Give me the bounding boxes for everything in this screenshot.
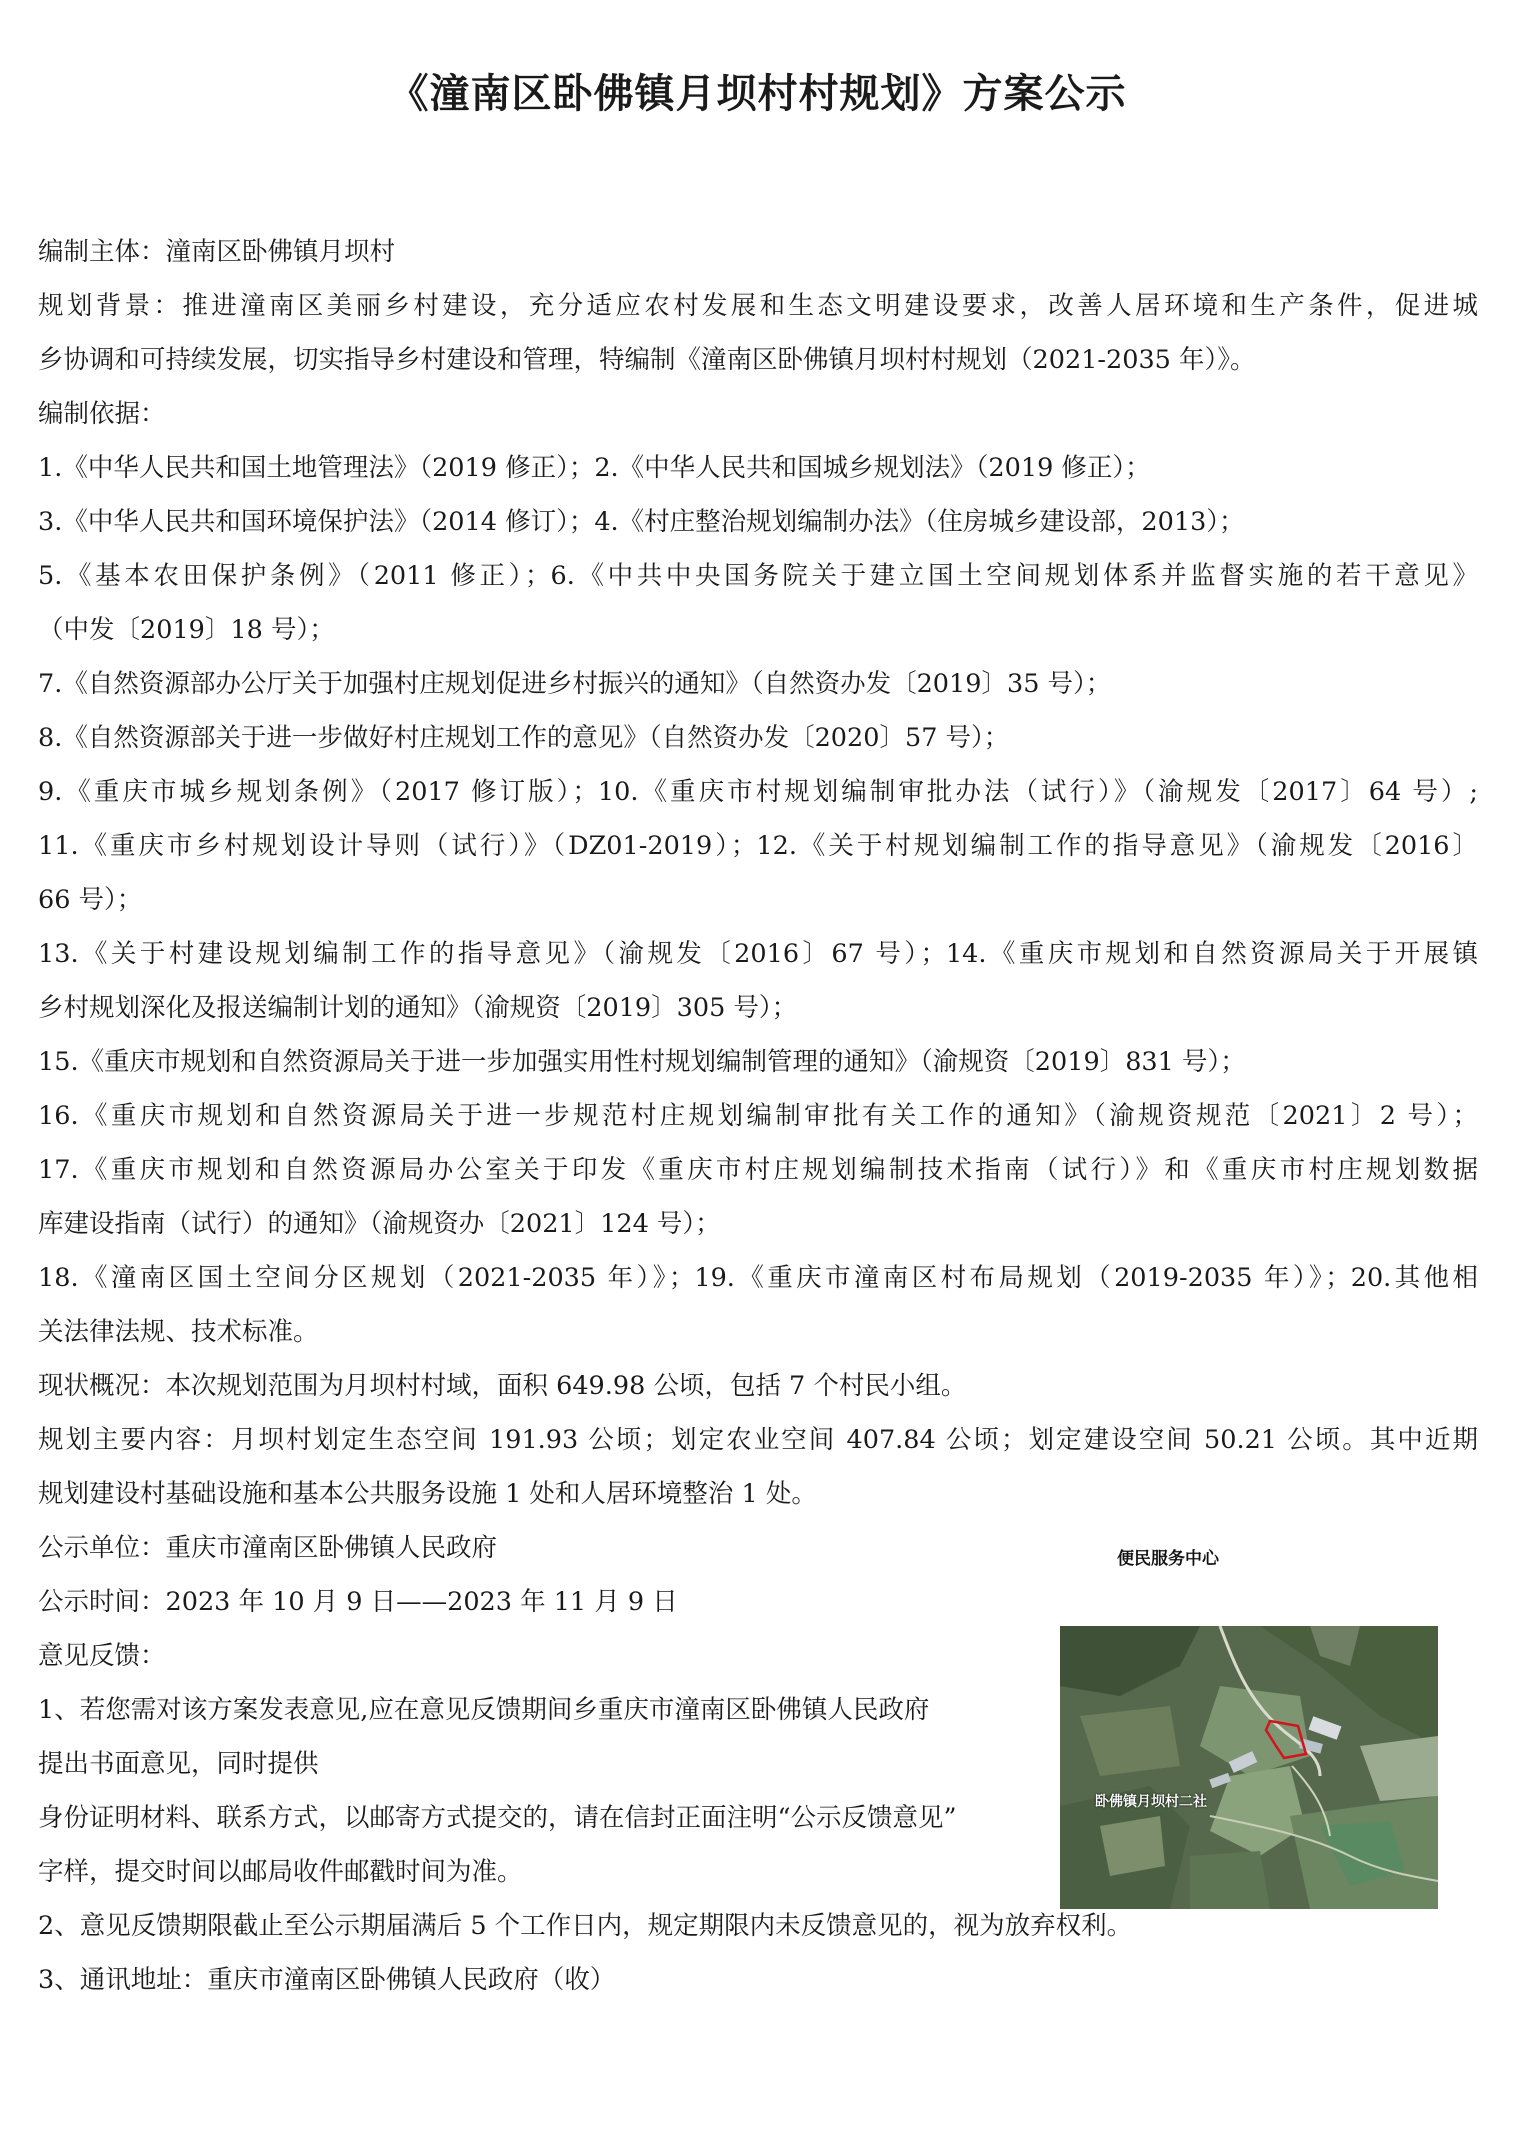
text-line: 关法律法规、技术标准。 [38, 1317, 319, 1347]
map-label: 卧佛镇月坝村二社 [1095, 1794, 1207, 1810]
figure-caption: 便民服务中心 [1117, 1549, 1219, 1569]
text-line: 编制依据： [38, 399, 166, 429]
text-line: 16.《重庆市规划和自然资源局关于进一步规范村庄规划编制审批有关工作的通知》（渝规资规范〔2021〕2 号）； [38, 1101, 1478, 1131]
text-line: 字样，提交时间以邮局收件邮戳时间为准。 [38, 1857, 523, 1887]
text-line: 8.《自然资源部关于进一步做好村庄规划工作的意见》（自然资办发〔2020〕57 号）； [38, 723, 1010, 753]
text-line: 规划背景：推进潼南区美丽乡村建设，充分适应农村发展和生态文明建设要求，改善人居环境和生产条件，促进城 [38, 291, 1478, 321]
text-line: 3、通讯地址：重庆市潼南区卧佛镇人民政府（收） [38, 1965, 616, 1995]
text-line: 现状概况：本次规划范围为月坝村村域，面积 649.98 公顷，包括 7 个村民小组。 [38, 1371, 967, 1401]
text-line: 乡村规划深化及报送编制计划的通知》（渝规资〔2019〕305 号）； [38, 993, 798, 1023]
aerial-photo-graphic [1060, 1626, 1438, 1909]
text-line: 66 号）； [38, 885, 143, 915]
text-line: 提出书面意见，同时提供 [38, 1749, 319, 1779]
text-line: 规划主要内容：月坝村划定生态空间 191.93 公顷；划定农业空间 407.84 公顷；划定建设空间 50.21 公顷。其中近期 [38, 1425, 1478, 1455]
text-line: （中发〔2019〕18 号）； [38, 615, 335, 645]
text-line: 身份证明材料、联系方式，以邮寄方式提交的，请在信封正面注明“公示反馈意见” [38, 1803, 957, 1833]
aerial-photo [1060, 1626, 1438, 1909]
text-line: 11.《重庆市乡村规划设计导则（试行）》（DZ01-2019）；12.《关于村规划编制工作的指导意见》（渝规发〔2016〕 [38, 831, 1478, 861]
text-line: 库建设指南（试行）的通知》（渝规资办〔2021〕124 号）； [38, 1209, 721, 1239]
text-line: 意见反馈： [38, 1641, 166, 1671]
text-line: 1、若您需对该方案发表意见,应在意见反馈期间乡重庆市潼南区卧佛镇人民政府 [38, 1695, 930, 1725]
text-line: 规划建设村基础设施和基本公共服务设施 1 处和人居环境整治 1 处。 [38, 1479, 817, 1509]
text-line: 公示时间：2023 年 10 月 9 日——2023 年 11 月 9 日 [38, 1587, 678, 1617]
text-line: 编制主体：潼南区卧佛镇月坝村 [38, 237, 396, 267]
text-line: 17.《重庆市规划和自然资源局办公室关于印发《重庆市村庄规划编制技术指南（试行）》和《重庆市村庄规划数据 [38, 1155, 1478, 1185]
text-line: 公示单位：重庆市潼南区卧佛镇人民政府 [38, 1533, 498, 1563]
text-line: 乡协调和可持续发展，切实指导乡村建设和管理，特编制《潼南区卧佛镇月坝村村规划（2021-2035 年）》。 [38, 345, 1256, 375]
text-line: 15.《重庆市规划和自然资源局关于进一步加强实用性村规划编制管理的通知》（渝规资〔2019〕831 号）； [38, 1047, 1246, 1077]
text-line: 3.《中华人民共和国环境保护法》（2014 修订）；4.《村庄整治规划编制办法》（住房城乡建设部，2013）； [38, 507, 1245, 537]
text-line: 13.《关于村建设规划编制工作的指导意见》（渝规发〔2016〕67 号）；14.《重庆市规划和自然资源局关于开展镇 [38, 939, 1478, 969]
page-title: 《潼南区卧佛镇月坝村村规划》方案公示 [388, 70, 1127, 117]
text-line: 7.《自然资源部办公厅关于加强村庄规划促进乡村振兴的通知》（自然资办发〔2019〕35 号）； [38, 669, 1112, 699]
text-line: 9.《重庆市城乡规划条例》（2017 修订版）；10.《重庆市村规划编制审批办法（试行）》（渝规发〔2017〕64 号）; [38, 777, 1478, 807]
text-line: 18.《潼南区国土空间分区规划（2021-2035 年）》；19.《重庆市潼南区村布局规划（2019-2035 年）》；20.其他相 [38, 1263, 1478, 1293]
text-line: 5.《基本农田保护条例》（2011 修正）；6.《中共中央国务院关于建立国土空间规划体系并监督实施的若干意见》 [38, 561, 1478, 591]
text-line: 1.《中华人民共和国土地管理法》（2019 修正）；2.《中华人民共和国城乡规划法》（2019 修正）； [38, 453, 1151, 483]
text-line: 2、意见反馈期限截止至公示期届满后 5 个工作日内，规定期限内未反馈意见的，视为放弃权利。 [38, 1911, 1133, 1941]
